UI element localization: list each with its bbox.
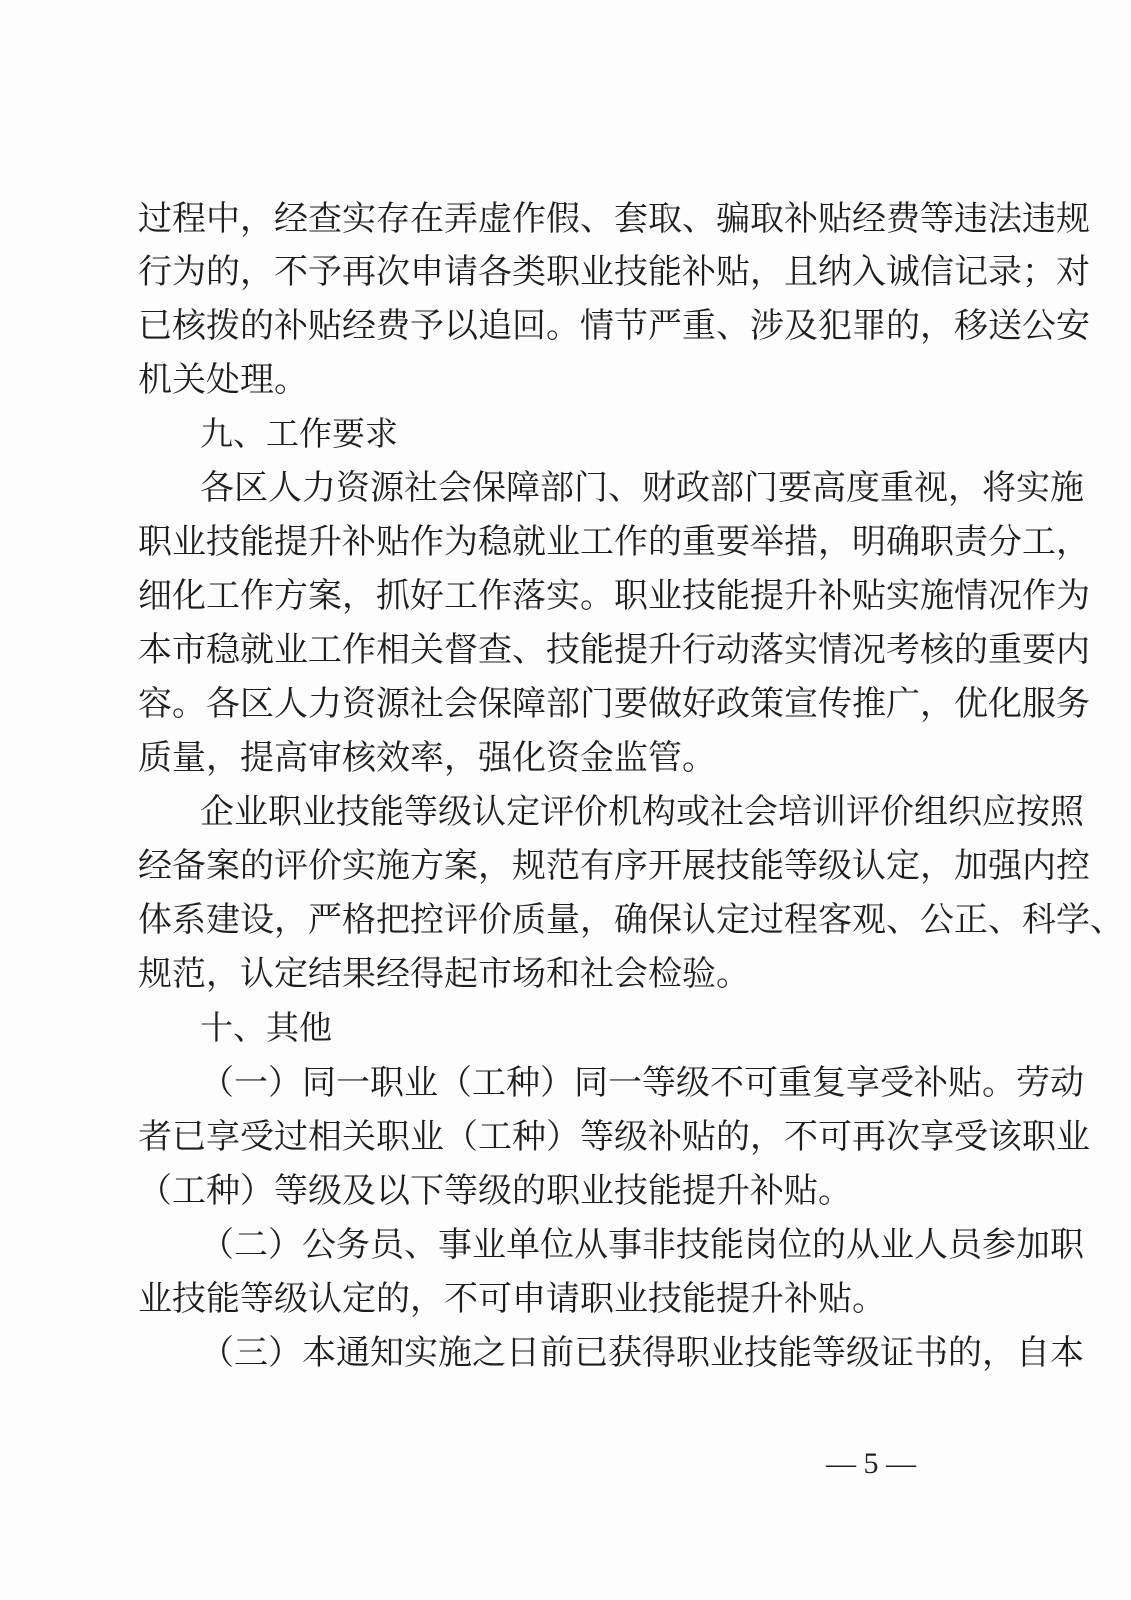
- paragraph-first-line: 企业职业技能等级认定评价机构或社会培训评价组织应按照: [200, 792, 1084, 832]
- body-line: 行为的，不予再次申请各类职业技能补贴，且纳入诚信记录；对: [138, 252, 1090, 292]
- body-line: 容。各区人力资源社会保障部门要做好政策宣传推广，优化服务: [138, 684, 1090, 724]
- paragraph-first-line: （一）同一职业（工种）同一等级不可重复享受补贴。劳动: [200, 1063, 1084, 1103]
- body-line: 职业技能提升补贴作为稳就业工作的重要举措，明确职责分工，: [138, 522, 1090, 562]
- body-line: 质量，提高审核效率，强化资金监管。: [138, 738, 716, 778]
- body-line: （工种）等级及以下等级的职业技能提升补贴。: [138, 1171, 852, 1211]
- paragraph-first-line: 各区人力资源社会保障部门、财政部门要高度重视，将实施: [200, 468, 1084, 508]
- body-line: 过程中，经查实存在弄虚作假、套取、骗取补贴经费等违法违规: [138, 199, 1090, 239]
- section-heading: 九、工作要求: [200, 414, 398, 453]
- section-heading: 十、其他: [200, 1008, 332, 1047]
- body-line: 经备案的评价实施方案，规范有序开展技能等级认定，加强内控: [138, 846, 1090, 886]
- body-line: 业技能等级认定的，不可申请职业技能提升补贴。: [138, 1279, 886, 1319]
- page-number: — 5 —: [826, 1447, 916, 1480]
- body-line: 机关处理。: [138, 360, 308, 400]
- paragraph-first-line: （三）本通知实施之日前已获得职业技能等级证书的，自本: [200, 1333, 1084, 1373]
- body-line: 已核拨的补贴经费予以追回。情节严重、涉及犯罪的，移送公安: [138, 306, 1090, 346]
- paragraph-first-line: （二）公务员、事业单位从事非技能岗位的从业人员参加职: [200, 1225, 1084, 1265]
- body-line: 细化工作方案，抓好工作落实。职业技能提升补贴实施情况作为: [138, 576, 1090, 616]
- body-line: 规范，认定结果经得起市场和社会检验。: [138, 954, 750, 994]
- body-line: 体系建设，严格把控评价质量，确保认定过程客观、公正、科学、: [138, 900, 1124, 940]
- body-line: 者已享受过相关职业（工种）等级补贴的，不可再次享受该职业: [138, 1117, 1090, 1157]
- body-line: 本市稳就业工作相关督查、技能提升行动落实情况考核的重要内: [138, 630, 1090, 670]
